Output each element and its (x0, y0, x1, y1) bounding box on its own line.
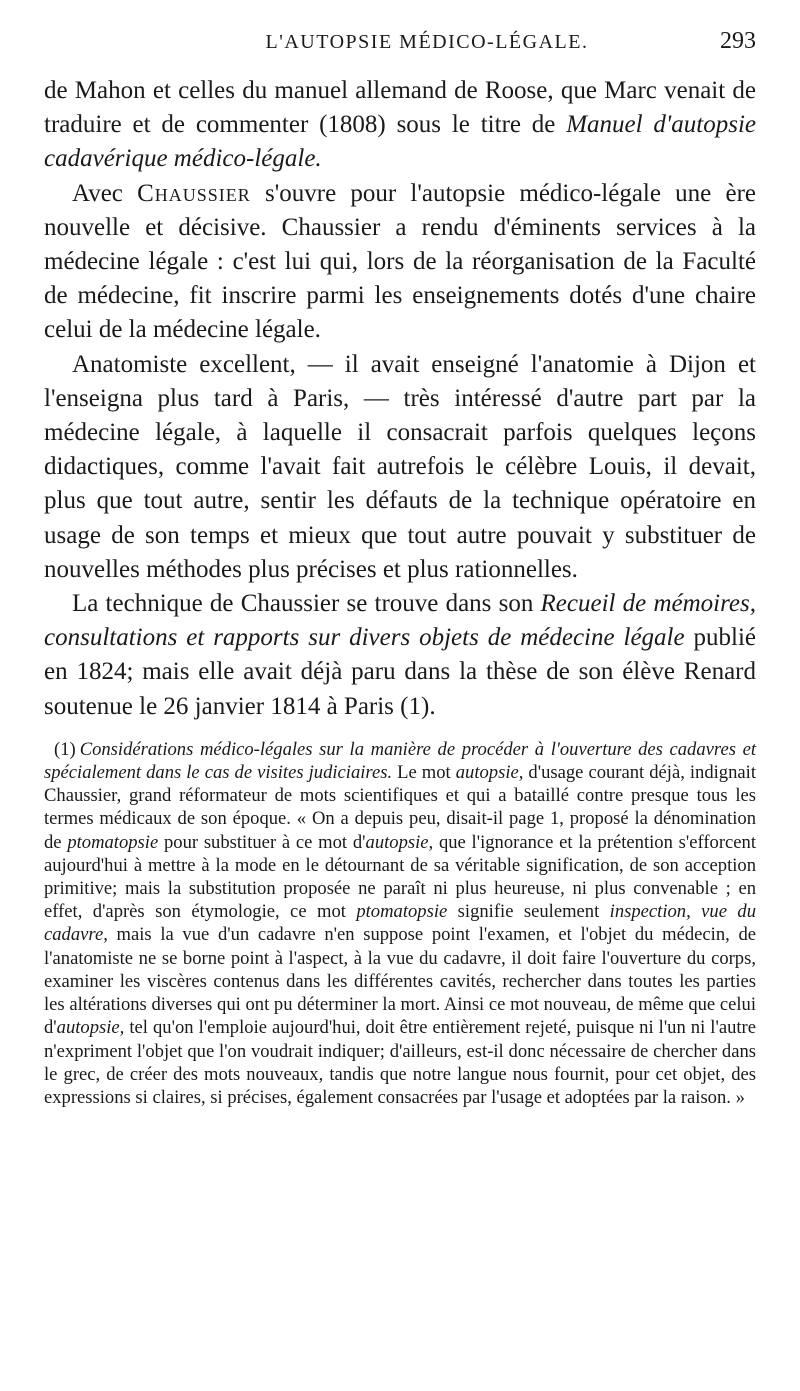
footnote-text-7: tel qu'on l'emploie aujourd'hui, doit être entièrement rejeté, puisque ni l'un ni l'autre n'expriment l'objet que l'on voudrait indiquer; d'ailleurs, est-il donc nécessaire de chercher dans le grec, de créer des mots nouveaux, tandis que notre langue nous fournit, pour cet objet, des expressions si claires, si précises, également consacrées par l'usage et adoptées par la raison. » (44, 1017, 756, 1108)
paragraph-2 (44, 177, 756, 348)
footnote-term-1: autopsie, (455, 762, 524, 784)
recueil-title: Recueil de mémoires, consultations et rapports sur divers objets de médecine légale (44, 590, 756, 652)
footnote-title: Considérations médico-légales sur la manière de procéder à l'ouverture des cadavres et spécialement dans le cas de visites judiciaires. (44, 738, 756, 784)
page-header (44, 28, 756, 70)
footnote-text-2: d'usage courant déjà, indignait Chaussier, grand réformateur de mots scientifiques et qui a bataillé contre presque tous les termes médicaux de son époque. « On a depuis peu, disait-il page 1, proposé la dénomination de (44, 762, 756, 853)
author-name: Chaussier (137, 179, 251, 207)
footnote-term-4: ptomatopsie (356, 901, 448, 923)
footnote-text-4: que l'ignorance et la prétention s'efforcent aujourd'hui à mettre à la mode en le détournant de sa véritable signification, de son acception primitive; mais la substitution proposée ne paraît ni plus heureuse, ni plus convenable ; en effet, d'après son étymologie, ce mot (44, 831, 756, 923)
paragraph-4-text-b: publié en 1824; mais elle avait déjà paru dans la thèse de son élève Renard soutenue le 26 janvier 1814 à Paris (1). (44, 624, 756, 720)
footnote-term-3: autopsie, (365, 831, 434, 853)
page-number: 293 (720, 28, 756, 54)
running-head: L'AUTOPSIE MÉDICO-LÉGALE. (265, 31, 589, 53)
footnote-term-2: ptomatopsie (67, 831, 159, 853)
main-text (44, 74, 756, 724)
footnote-text-6: mais la vue d'un cadavre n'en suppose point l'examen, et l'objet du médecin, de l'anatomiste ne se borne point à l'aspect, à la vue du cadavre, il doit faire l'ouverture du corps, examiner les viscères contenus dans les différentes cavités, rechercher dans toutes les parties les altérations diverses qui ont pu déterminer la mort. Ainsi ce mot nouveau, de même que celui d' (44, 924, 756, 1039)
paragraph-4 (44, 587, 756, 724)
paragraph-3 (44, 348, 756, 587)
paragraph-2-text-a: Avec (72, 179, 138, 207)
footnote (44, 738, 756, 1109)
footnote-term-6: autopsie, (56, 1017, 125, 1039)
manual-title: Manuel d'autopsie cadavérique médico-légale. (44, 111, 756, 173)
footnote-text-5: signifie seulement (447, 901, 610, 923)
footnote-text-1: Le mot (392, 762, 456, 784)
footnote-term-5: inspection, vue du cadavre, (44, 901, 756, 946)
paragraph-3-text: Anatomiste excellent, — il avait enseigné l'anatomie à Dijon et l'enseigna plus tard à Paris, — très intéressé d'autre part par la médecine légale, à laquelle il consacrait parfois quelques leçons didactiques, comme l'avait fait autrefois le célèbre Louis, il devait, plus que tout autre, sentir les défauts de la technique opératoire en usage de son temps et mieux que tout autre pouvait y substituer de nouvelles méthodes plus précises et plus rationnelles. (44, 350, 756, 583)
footnote-text-3: pour substituer à ce mot d' (158, 831, 366, 853)
paragraph-1 (44, 74, 756, 177)
paragraph-2-text-b: s'ouvre pour l'autopsie médico-légale une ère nouvelle et décisive. Chaussier a rendu d'éminents services à la médecine légale : c'est lui qui, lors de la réorganisation de la Faculté de médecine, fit inscrire parmi les enseignements dotés d'une chaire celui de la médecine légale. (44, 179, 756, 344)
footnote-label: (1) (54, 738, 76, 760)
paragraph-1-text: de Mahon et celles du manuel allemand de Roose, que Marc venait de traduire et de commenter (1808) sous le titre de (44, 77, 756, 139)
paragraph-4-text-a: La technique de Chaussier se trouve dans son (72, 590, 541, 618)
